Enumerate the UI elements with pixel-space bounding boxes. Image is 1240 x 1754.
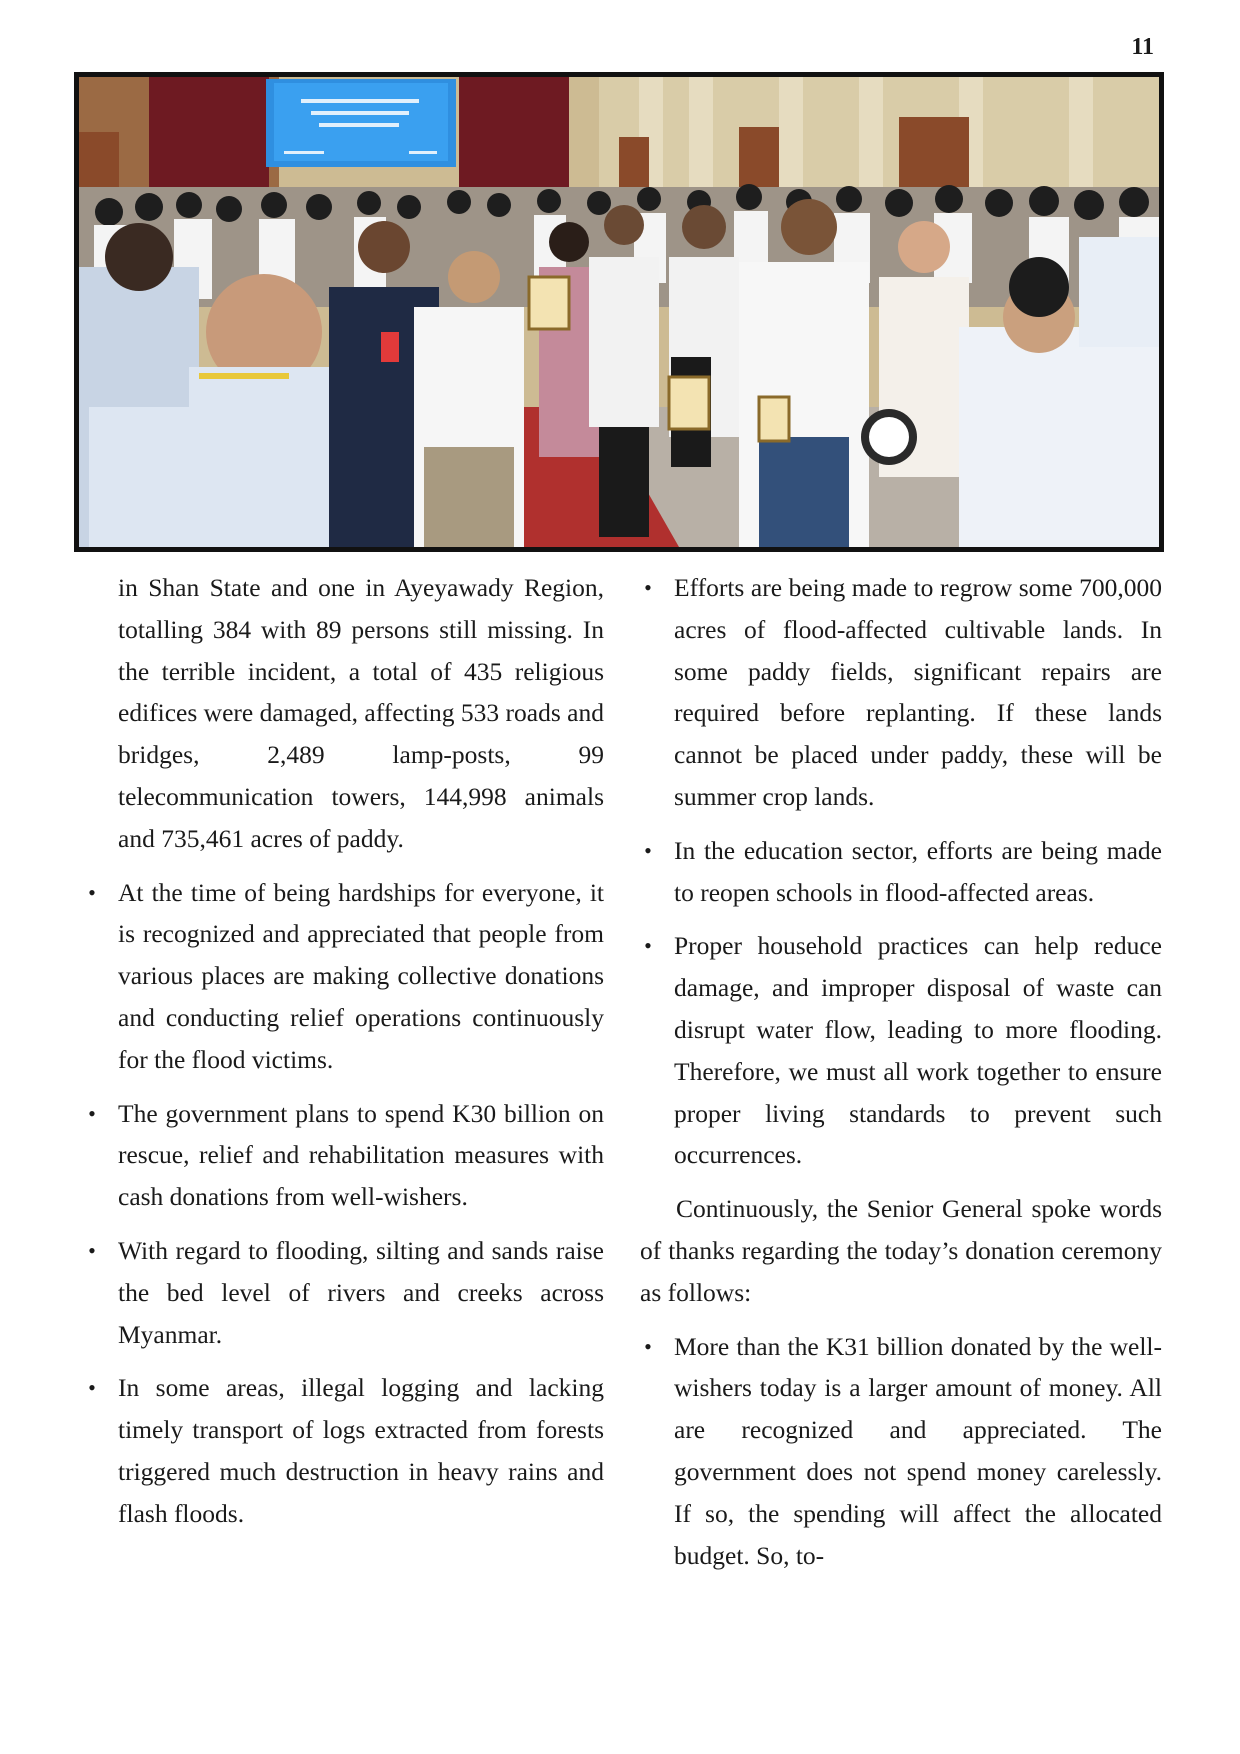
page-number: 11 [1131, 34, 1154, 60]
event-photo [74, 72, 1164, 552]
list-item [84, 1367, 604, 1534]
body-paragraph: Continuously, the Senior General spoke words of thanks regarding the today’s donation ceremony as follows: [640, 1194, 1162, 1307]
bullet-icon: • [644, 933, 652, 959]
list-item [84, 872, 604, 1081]
left-column [84, 567, 604, 1547]
list-item [640, 925, 1162, 1176]
list-item [84, 1093, 604, 1218]
bullet-icon: • [88, 1100, 96, 1126]
list-item [84, 1230, 604, 1355]
list-item-text: The government plans to spend K30 billion on rescue, relief and rehabilitation measures with cash donations from well-wishers. [118, 1098, 604, 1212]
list-item-text: Efforts are being made to regrow some 700,000 acres of flood-affected cultivable lands. In some paddy fields, significant repairs are required before replanting. If these lands cannot be placed under paddy, these will be summer crop lands. [674, 573, 1162, 811]
list-item-text: Proper household practices can help reduce damage, and improper disposal of waste can disrupt water flow, leading to more flooding. Therefore, we must all work together to ensure proper living standards to prevent such occurrences. [674, 931, 1162, 1170]
bullet-icon: • [88, 879, 96, 905]
list-item-text: At the time of being hardships for everyone, it is recognized and appreciated that people from various places are making collective donations and conducting relief operations continuously for the flood victims. [118, 877, 604, 1074]
continued-paragraph: in Shan State and one in Ayeyawady Region, totalling 384 with 89 persons still missing. In the terrible incident, a total of 435 religious edifices were damaged, affecting 533 roads and bridges, 2,489 lamp-posts, 99 telecommunication towers, 144,998 animals and 735,461 acres of paddy. [118, 573, 604, 853]
bullet-icon: • [88, 1375, 96, 1401]
list-item-text: In the education sector, efforts are being made to reopen schools in flood-affected areas. [674, 835, 1162, 907]
bullet-icon: • [644, 837, 652, 863]
list-item-text: More than the K31 billion donated by the well-wishers today is a larger amount of money. All are recognized and appreciated. The government does not spend money carelessly. If so, the spending will affect the allocated budget. So, to- [674, 1331, 1162, 1570]
list-item [640, 567, 1162, 818]
bullet-icon: • [88, 1237, 96, 1263]
bullet-icon: • [644, 575, 652, 600]
list-item-text: With regard to flooding, silting and sands raise the bed level of rivers and creeks across Myanmar. [118, 1235, 604, 1349]
list-item-text: In some areas, illegal logging and lacking timely transport of logs extracted from forests triggered much destruction in heavy rains and flash floods. [118, 1373, 604, 1528]
list-item [640, 830, 1162, 914]
right-column [640, 567, 1162, 1588]
bullet-icon: • [644, 1333, 652, 1359]
list-item [640, 1326, 1162, 1577]
photo-event-icon [79, 77, 1159, 547]
